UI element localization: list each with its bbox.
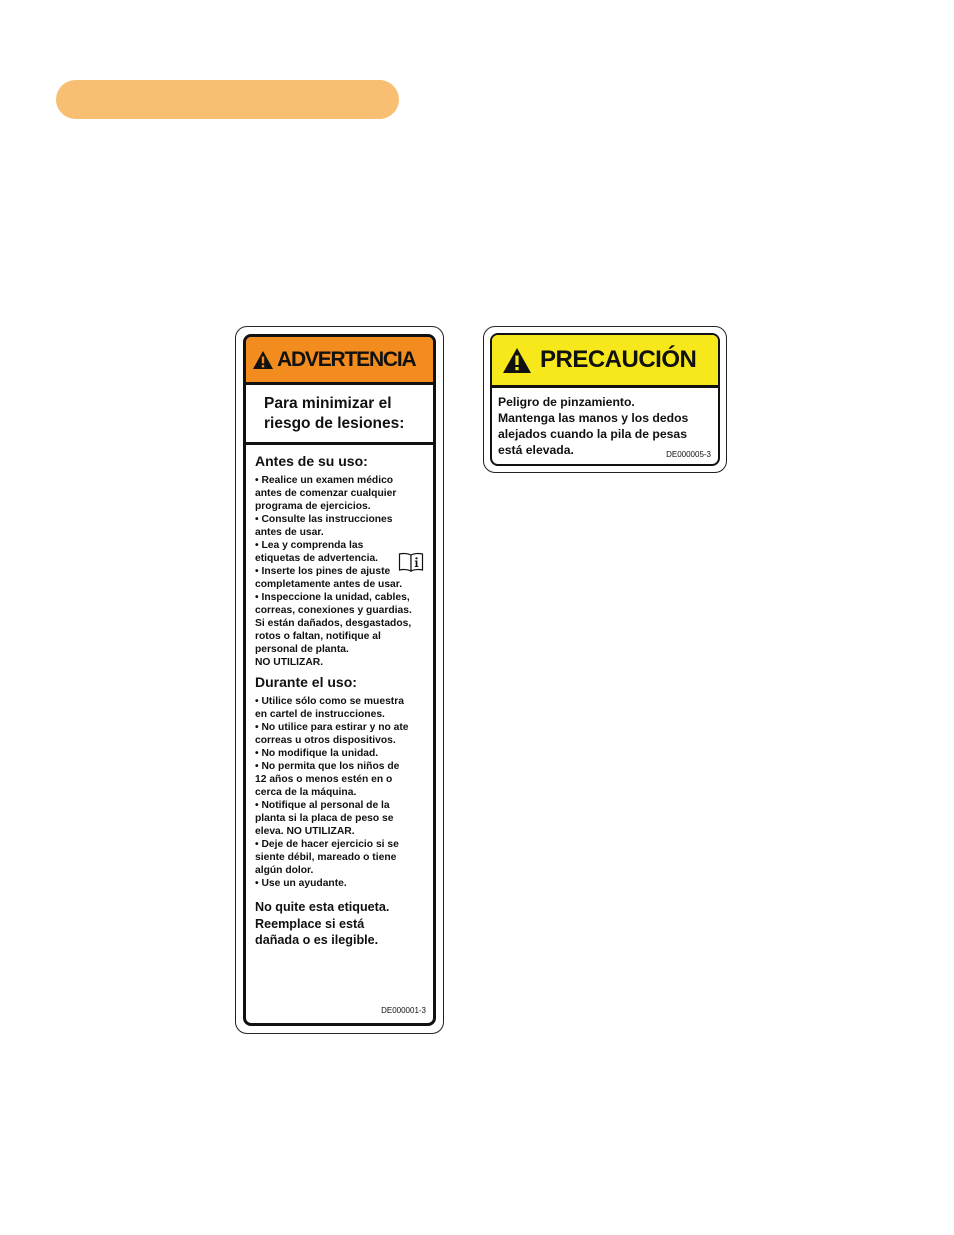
- list-item-line: • Consulte las instrucciones: [255, 514, 393, 525]
- caution-label: [483, 326, 727, 473]
- caution-text-line: alejados cuando la pila de pesas: [498, 427, 687, 441]
- list-item-line: algún dolor.: [255, 865, 314, 876]
- list-item-line: • Utilice sólo como se muestra: [255, 696, 404, 707]
- list-item-line: • Lea y comprenda las: [255, 540, 364, 551]
- section-heading-before-use: Antes de su uso:: [255, 453, 368, 469]
- list-item-line: completamente antes de usar.: [255, 579, 403, 590]
- list-item: [255, 799, 434, 838]
- list-item-line: • Notifique al personal de la: [255, 800, 390, 811]
- warning-footer-line: dañada o es ilegible.: [255, 933, 379, 947]
- list-item-line: antes de comenzar cualquier: [255, 488, 397, 499]
- warning-footer-line: No quite esta etiqueta.: [255, 900, 390, 914]
- warning-header: [246, 337, 433, 385]
- caution-body: [492, 388, 718, 458]
- list-item: [255, 838, 434, 877]
- warning-footer-line: Reemplace si está: [255, 916, 365, 931]
- caution-label-code: DE000005-3: [666, 450, 711, 459]
- list-item-line: planta si la placa de peso se: [255, 813, 394, 824]
- list-item-line: correas u otros dispositivos.: [255, 735, 396, 746]
- list-item: [255, 539, 397, 565]
- list-item-line: siente débil, mareado o tiene: [255, 852, 397, 863]
- list-item-line: • No utilice para estirar y no ate: [255, 722, 409, 733]
- caution-text-line: está elevada.: [498, 443, 574, 457]
- list-item: [255, 474, 434, 513]
- caution-text-line: Peligro de pinzamiento.: [498, 395, 635, 409]
- list-item-line: antes de usar.: [255, 527, 324, 538]
- list-item: [255, 760, 434, 799]
- manual-book-icon: [398, 552, 424, 572]
- list-item-line: • Realice un examen médico: [255, 475, 394, 486]
- list-item-line: cerca de la máquina.: [255, 787, 357, 798]
- list-item-line: • No modifique la unidad.: [255, 748, 379, 759]
- during-use-list: [255, 695, 433, 890]
- list-item: [255, 747, 434, 760]
- list-item-line: 12 años o menos estén en o: [255, 774, 393, 785]
- list-item-line: • Inserte los pines de ajuste: [255, 566, 391, 577]
- list-item: [255, 591, 434, 669]
- list-item-line: programa de ejercicios.: [255, 501, 371, 512]
- list-item: [255, 877, 434, 890]
- list-item-line: • Deje de hacer ejercicio si se: [255, 839, 399, 850]
- warning-subtitle: [246, 385, 433, 445]
- list-item-line: eleva. NO UTILIZAR.: [255, 826, 355, 837]
- list-item-line: Si están dañados, desgastados,: [255, 618, 412, 629]
- warning-subtitle-line: riesgo de lesiones:: [264, 415, 405, 432]
- warning-triangle-icon: [252, 350, 274, 370]
- list-item: [255, 513, 434, 539]
- caution-text-line: Mantenga las manos y los dedos: [498, 411, 689, 425]
- list-item: [255, 695, 434, 721]
- list-item-line: etiquetas de advertencia.: [255, 553, 379, 564]
- list-item-line: en cartel de instrucciones.: [255, 709, 385, 720]
- list-item-line: • Use un ayudante.: [255, 878, 347, 889]
- warning-title: ADVERTENCIA: [277, 347, 416, 371]
- list-item-line: • No permita que los niños de: [255, 761, 400, 772]
- warning-label: [235, 326, 444, 1034]
- caution-label-frame: [490, 333, 720, 466]
- list-item-line: • Inspeccione la unidad, cables,: [255, 592, 410, 603]
- caution-title: PRECAUCIÓN: [540, 346, 697, 373]
- warning-footer: [255, 899, 425, 949]
- section-heading-during-use: Durante el uso:: [255, 674, 357, 690]
- warning-subtitle-line: Para minimizar el: [264, 395, 392, 412]
- warning-label-code: DE000001-3: [381, 1006, 426, 1015]
- warning-label-frame: [243, 334, 436, 1026]
- caution-header: [492, 335, 718, 388]
- list-item-line: rotos o faltan, notifique al: [255, 631, 381, 642]
- warning-triangle-icon: [502, 347, 532, 374]
- section-header-bar: [56, 80, 399, 119]
- list-item: [255, 721, 434, 747]
- list-item-line: personal de planta.: [255, 644, 349, 655]
- warning-body: [246, 445, 433, 949]
- list-item-line: NO UTILIZAR.: [255, 657, 324, 668]
- list-item-line: correas, conexiones y guardias.: [255, 605, 412, 616]
